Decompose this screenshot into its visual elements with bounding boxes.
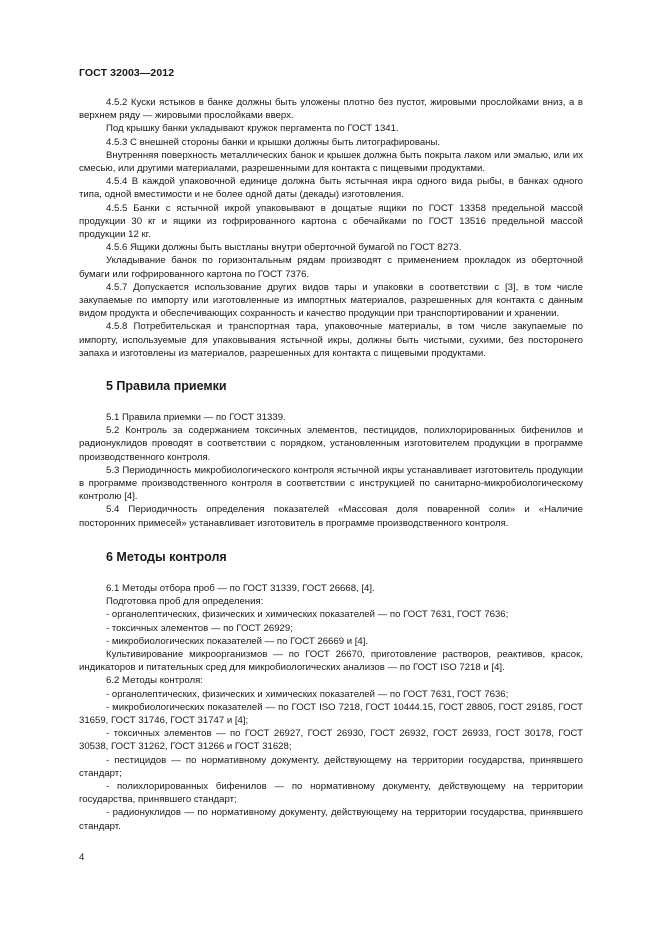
paragraph: Внутренняя поверхность металлических банок и крышек должна быть покрыта лаком или эмалью, или их смесью, или другими материалами, разрешенными для контакта с пищевыми продуктами. <box>79 149 583 175</box>
list-item: - органолептических, физических и химических показателей — по ГОСТ 7631, ГОСТ 7636; <box>106 688 509 700</box>
paragraph-5-4: 5.4 Периодичность определения показателей «Массовая доля поваренной соли» и «Наличие посторонних примесей» устанавливает изготовитель в программе производственного контроля. <box>79 504 583 529</box>
paragraph-5-3: 5.3 Периодичность микробиологического контроля ястычной икры устанавливает изготовитель продукции в программе производственного контроля в соответствии с инструкцией по санитарно-микробиологическому контролю [4]. <box>79 464 583 503</box>
document-header: ГОСТ 32003—2012 <box>79 67 175 79</box>
paragraph-4-5-6: 4.5.6 Ящики должны быть выстланы внутри оберточной бумагой по ГОСТ 8273. <box>106 242 462 254</box>
list-item: - полихлорированных бифенилов — по нормативному документу, действующему на территории государства, принявшего стандарт; <box>79 780 583 806</box>
page-number: 4 <box>79 852 85 863</box>
list-item: - токсичных элементов — по ГОСТ 26927, ГОСТ 26930, ГОСТ 26932, ГОСТ 26933, ГОСТ 30178, ГОСТ 30538, ГОСТ 31262, ГОСТ 31266 и ГОСТ 31628; <box>79 728 583 753</box>
list-item: - пестицидов — по нормативному документу, действующему на территории государства, принявшего стандарт; <box>79 754 583 779</box>
list-item: - токсичных элементов — по ГОСТ 26929; <box>106 622 293 634</box>
paragraph-4-5-5: 4.5.5 Банки с ястычной икрой упаковывают в дощатые ящики по ГОСТ 13358 предельной массой продукции 30 кг и ящики из гофрированного картона с обечайками по ГОСТ 13516 предельной массой продукции 12 кг. <box>79 202 583 241</box>
paragraph-5-2: 5.2 Контроль за содержанием токсичных элементов, пестицидов, полихлорированных бифенилов и радионуклидов проводят в соответствии с порядком, установленным изготовителем продукции в программе производственного контроля. <box>79 425 583 463</box>
paragraph-4-5-8: 4.5.8 Потребительская и транспортная тара, упаковочные материалы, в том числе закупаемые по импорту, используемые для упаковывания ястычной икры, должны быть чистыми, сухими, без посторонего запаха и изготовлены из материалов, разрешенных для контакта с пищевыми продуктами. <box>79 321 583 359</box>
section-5-heading: 5 Правила приемки <box>106 379 227 394</box>
paragraph: Укладывание банок по горизонтальным рядам производят с применением прокладок из оберточной бумаги или гофрированного картона по ГОСТ 7376. <box>79 255 583 280</box>
list-item: - микробиологических показателей — по ГОСТ ISO 7218, ГОСТ 10444.15, ГОСТ 28805, ГОСТ 29185, ГОСТ 31659, ГОСТ 31746, ГОСТ 31747 и [4]; <box>79 701 583 726</box>
list-item: - органолептических, физических и химических показателей — по ГОСТ 7631, ГОСТ 7636; <box>106 609 509 621</box>
paragraph-6-2: 6.2 Методы контроля: <box>106 675 203 687</box>
paragraph-4-5-7: 4.5.7 Допускается использование других видов тары и упаковки в соответствии с [3], в том числе закупаемые по импорту или изготовленные из импортных материалов, разрешенных для контакта с данным видом продукта и обеспечивающих сохранность и качество продукции при транспортировании и хранении. <box>79 281 583 320</box>
list-item: - микробиологических показателей — по ГОСТ 26669 и [4]. <box>106 635 369 647</box>
page-content <box>79 96 583 833</box>
paragraph-4-5-4: 4.5.4 В каждой упаковочной единице должна быть ястычная икра одного вида рыбы, в банках одного типа, одной вместимости и не более одной даты (декады) изготовления. <box>79 176 583 201</box>
section-6-heading: 6 Методы контроля <box>106 549 227 564</box>
paragraph-6-1: 6.1 Методы отбора проб — по ГОСТ 31339, ГОСТ 26668, [4]. <box>106 582 375 594</box>
paragraph-4-5-2: 4.5.2 Куски ястыков в банке должны быть уложены плотно без пустот, жировыми прослойками вниз, а в верхнем ряду — жировыми прослойками вверх. <box>79 97 583 122</box>
paragraph: Культивирование микроорганизмов — по ГОСТ 26670, приготовление растворов, реактивов, красок, индикаторов и питательных сред для микробиологических анализов — по ГОСТ ISO 7218 и [4]. <box>79 648 583 674</box>
paragraph: Под крышку банки укладывают кружок пергамента по ГОСТ 1341. <box>106 123 399 135</box>
paragraph-4-5-3: 4.5.3 С внешней стороны банки и крышки должны быть литографированы. <box>106 136 441 148</box>
paragraph: Подготовка проб для определения: <box>106 596 264 608</box>
list-item: - радионуклидов — по нормативному документу, действующему на территории государства, принявшего стандарт. <box>79 807 583 832</box>
paragraph-5-1: 5.1 Правила приемки — по ГОСТ 31339. <box>106 412 286 424</box>
